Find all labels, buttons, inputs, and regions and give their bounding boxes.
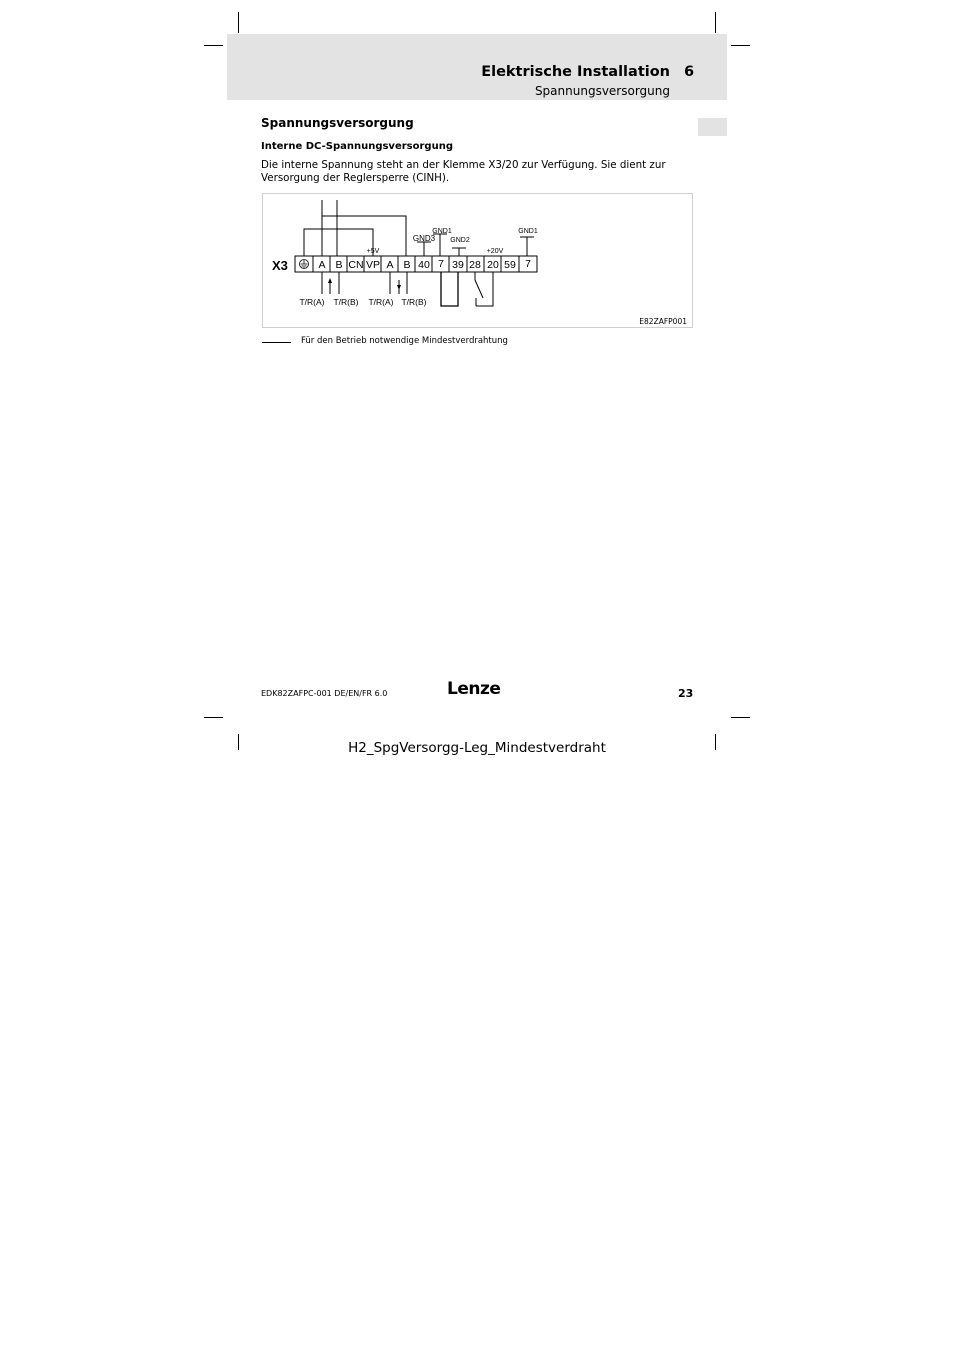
voltage-label: +5V [366,248,380,255]
terminal-label: B [403,259,411,271]
terminal-label: A [318,259,326,271]
terminal-label: 7 [438,258,444,270]
terminal-label: 28 [469,259,481,271]
page-number: 23 [678,687,694,700]
connector-label: X3 [272,258,288,273]
terminal-label: CN [348,259,364,271]
gnd-label: GND1 [518,228,538,235]
terminal-label: 20 [487,259,499,271]
figure-id: E82ZAFP001 [639,317,687,326]
crop-mark [715,12,716,33]
chapter-title: Elektrische Installation [481,64,670,80]
crop-mark [731,45,750,46]
bus-label: T/R(B) [401,297,427,307]
gnd-label: GND1 [432,228,452,235]
template-caption: H2_SpgVersorgg-Leg_Mindestverdraht [348,740,606,756]
document-id: EDK82ZAFPC-001 DE/EN/FR 6.0 [261,689,388,698]
crop-mark [731,717,750,718]
gnd-label: GND3 [412,234,436,243]
bus-label: T/R(A) [299,297,325,307]
subsection-heading: Interne DC-Spannungsversorgung [261,141,453,152]
wiring-diagram [262,193,693,328]
terminal-label: VP [365,259,381,271]
chapter-number: 6 [684,64,695,80]
chapter-subtitle: Spannungsversorgung [534,84,670,98]
legend-line-sample [262,342,291,343]
earth-icon [300,260,309,269]
body-paragraph: Die interne Spannung steht an der Klemme X3/20 zur Verfügung. Sie dient zur Versorgung der Reglersperre (CINH). [261,159,666,184]
terminal-label: 39 [452,259,464,271]
wiring-diagram-svg [263,194,694,329]
crop-mark [238,12,239,33]
bus-label: T/R(B) [333,297,359,307]
legend-text: Für den Betrieb notwendige Mindestverdrahtung [301,336,508,346]
crop-mark [204,45,223,46]
crop-mark [204,717,223,718]
lenze-logo: Lenze [447,679,501,699]
terminal-label: 7 [525,258,531,270]
bus-label: T/R(A) [368,297,394,307]
page-tab-marker [698,118,727,136]
terminal-label: 40 [418,259,430,271]
terminal-label: B [335,259,343,271]
terminal-label: A [386,259,394,271]
section-heading: Spannungsversorgung [261,116,414,130]
voltage-label: +20V [486,248,504,255]
gnd-label: GND2 [450,237,470,244]
terminal-label: 59 [504,259,516,271]
